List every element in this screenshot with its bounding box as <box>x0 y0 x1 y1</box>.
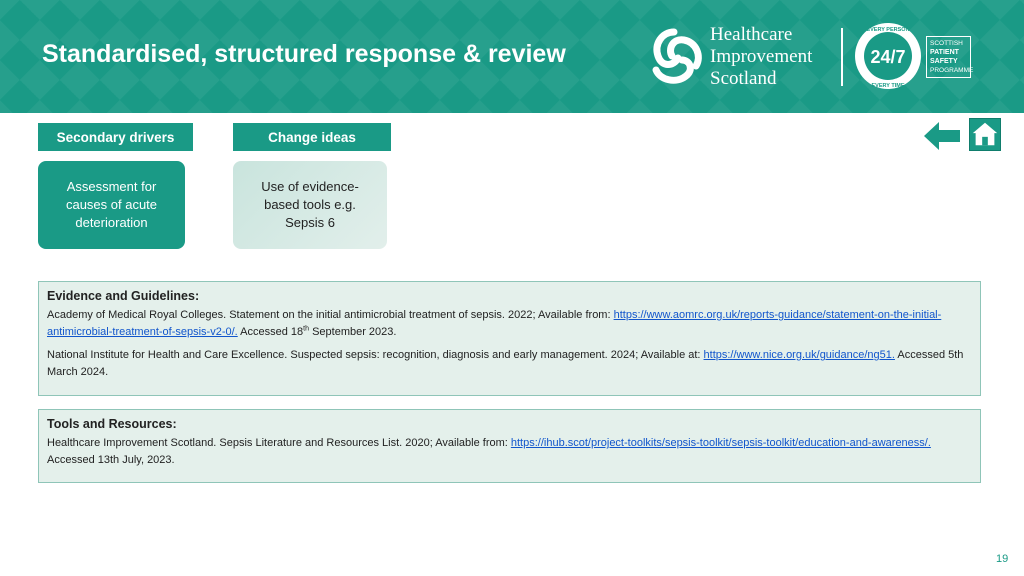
evidence-guidelines-panel <box>38 281 981 396</box>
spsp-logo-text: SCOTTISH PATIENT SAFETY PROGRAMME <box>926 36 971 78</box>
svg-text:EVERY TIME: EVERY TIME <box>871 83 905 89</box>
svg-text:EVERY PERSON: EVERY PERSON <box>866 27 910 33</box>
page-title: Standardised, structured response & review <box>42 40 566 68</box>
spsp-badge-icon <box>852 20 924 92</box>
change-ideas-label: Change ideas <box>233 123 391 151</box>
page-number: 19 <box>996 553 1009 565</box>
secondary-driver-box[interactable]: Assessment for causes of acute deterioration <box>38 161 185 249</box>
secondary-drivers-label: Secondary drivers <box>38 123 193 151</box>
evidence-reference-1: Academy of Medical Royal Colleges. Statement on the initial antimicrobial treatment of sepsis. 2022; Available from: https://www.aomrc.org.uk/reports-guidance/statement-on-the-initial-antimicrobial-treatment-of-sepsis-v2-0/. Accessed 18th September 2023. <box>47 309 942 338</box>
tools-title: Tools and Resources: <box>47 417 177 431</box>
aomrc-link[interactable]: https://www.aomrc.org.uk/reports-guidance/statement-on-the-initial-antimicrobial-treatment-of-sepsis-v2-0/. <box>47 309 942 338</box>
svg-text:24/7: 24/7 <box>870 47 906 67</box>
scottish-patient-safety-programme-logo <box>852 20 972 92</box>
tools-resources-panel <box>38 409 981 483</box>
home-button[interactable] <box>969 118 1001 151</box>
change-idea-box[interactable]: Use of evidence-based tools e.g. Sepsis 6 <box>233 161 387 249</box>
left-arrow-icon[interactable] <box>924 121 960 151</box>
his-logo-text: Healthcare Improvement Scotland <box>710 24 813 89</box>
header-banner <box>0 0 1024 113</box>
home-icon <box>970 119 1000 150</box>
evidence-title: Evidence and Guidelines: <box>47 289 200 303</box>
healthcare-improvement-scotland-logo <box>644 22 844 92</box>
logo-divider <box>841 28 843 86</box>
nice-link[interactable]: https://www.nice.org.uk/guidance/ng51. <box>703 349 895 361</box>
tools-reference: Healthcare Improvement Scotland. Sepsis Literature and Resources List. 2020; Available from: https://ihub.scot/project-toolkits/sepsis-toolkit/sepsis-toolkit/education-and-awareness/. Accessed 13th July, 2023. <box>47 437 931 466</box>
his-knot-icon <box>644 26 704 86</box>
ihub-link[interactable]: https://ihub.scot/project-toolkits/sepsis-toolkit/sepsis-toolkit/education-and-awareness/. <box>510 437 931 449</box>
evidence-reference-2: National Institute for Health and Care Excellence. Suspected sepsis: recognition, diagnosis and early management. 2024; Available at: https://www.nice.org.uk/guidance/ng51. Accessed 5th March 2024. <box>47 349 964 378</box>
